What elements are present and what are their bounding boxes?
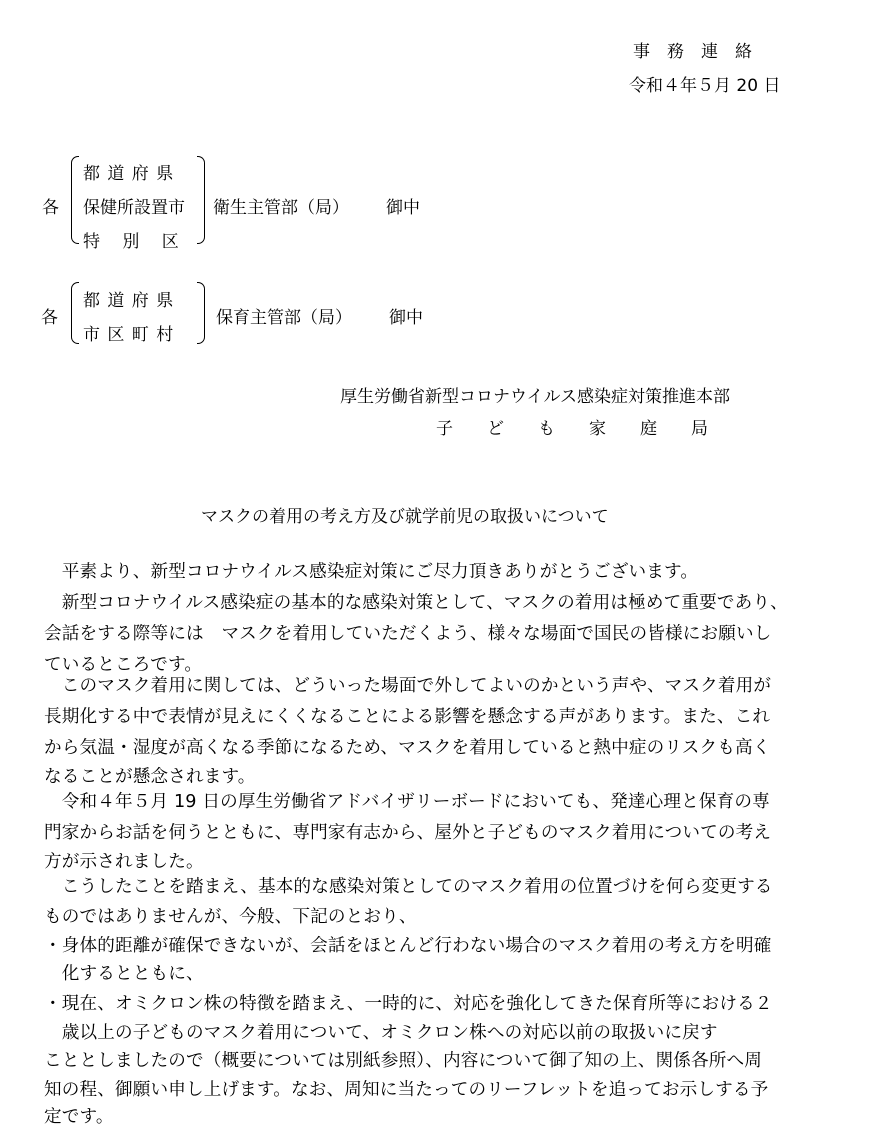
left-bracket (71, 282, 79, 344)
body-line: 門家からお話を伺うとともに、専門家有志から、屋外と子どものマスク着用についての考え (44, 823, 772, 843)
right-bracket (197, 282, 205, 344)
body-line: ・現在、オミクロン株の特徴を踏まえ、一時的に、対応を強化してきた保育所等における２ (44, 994, 773, 1014)
body-line: ものではありませんが、今般、下記のとおり、 (44, 907, 417, 927)
body-line: ているところです。 (44, 655, 203, 675)
document-type (633, 37, 801, 62)
body-line: 長期化する中で表情が見えにくくなることによる影響を懸念する声があります。また、これ (44, 707, 771, 727)
body-line: こうしたことを踏まえ、基本的な感染対策としてのマスク着用の位置づけを何ら変更する (44, 877, 773, 897)
document-date: 令和４年５月 20 日 (629, 76, 781, 96)
sender-line-2: 子 ど も 家 庭 局 (436, 419, 708, 439)
recipient-honorific: 御中 (389, 308, 423, 328)
body-line: 会話をする際等には マスクを着用していただくよう、様々な場面で国民の皆様にお願いし (44, 624, 772, 644)
body-line: こととしましたので（概要については別紙参照）、内容について御了知の上、関係各所へ周 (44, 1051, 762, 1071)
body-line: 平素より、新型コロナウイルス感染症対策にご尽力頂きありがとうございます。 (44, 562, 699, 582)
recipient-entity: 特 別 区 (83, 232, 179, 252)
body-line: 知の程、御願い申し上げます。なお、周知に当たってのリーフレットを追ってお示しする予 (44, 1080, 769, 1100)
body-line: ・身体的距離が確保できないが、会話をほとんど行わない場合のマスク着用の考え方を明確 (44, 936, 772, 956)
body-line: 令和４年５月 19 日の厚生労働省アドバイザリーボードにおいても、発達心理と保育の専 (44, 792, 770, 812)
body-line: このマスク着用に関しては、どういった場面で外してよいのかという声や、マスク着用が (44, 676, 772, 696)
right-bracket (197, 156, 205, 244)
recipient-entity: 市 区 町 村 (83, 325, 175, 345)
recipient-entity: 都 道 府 県 (83, 291, 175, 311)
body-line: 新型コロナウイルス感染症の基本的な感染対策として、マスクの着用は極めて重要であり、 (44, 593, 788, 613)
recipient-entity: 都 道 府 県 (83, 164, 175, 184)
recipient-prefix: 各 (42, 198, 59, 218)
body-line: 方が示されました。 (44, 852, 204, 872)
body-line: 歳以上の子どものマスク着用について、オミクロン株への対応以前の取扱いに戻す (44, 1023, 718, 1043)
document-type-text: 事 務 連 絡 (633, 42, 752, 62)
recipient-department: 衛生主管部（局） (213, 198, 349, 218)
body-line: 化するとともに、 (44, 964, 204, 984)
sender-line-1: 厚生労働省新型コロナウイルス感染症対策推進本部 (340, 387, 730, 407)
document-title: マスクの着用の考え方及び就学前児の取扱いについて (201, 507, 609, 527)
body-line: から気温・湿度が高くなる季節になるため、マスクを着用していると熱中症のリスクも高く (44, 738, 771, 758)
left-bracket (71, 156, 79, 244)
body-line: なることが懸念されます。 (44, 767, 256, 787)
recipient-honorific: 御中 (386, 198, 420, 218)
body-line: 定です。 (44, 1107, 114, 1127)
recipient-entity: 保健所設置市 (83, 198, 185, 218)
recipient-prefix: 各 (41, 308, 58, 328)
recipient-department: 保育主管部（局） (216, 308, 352, 328)
